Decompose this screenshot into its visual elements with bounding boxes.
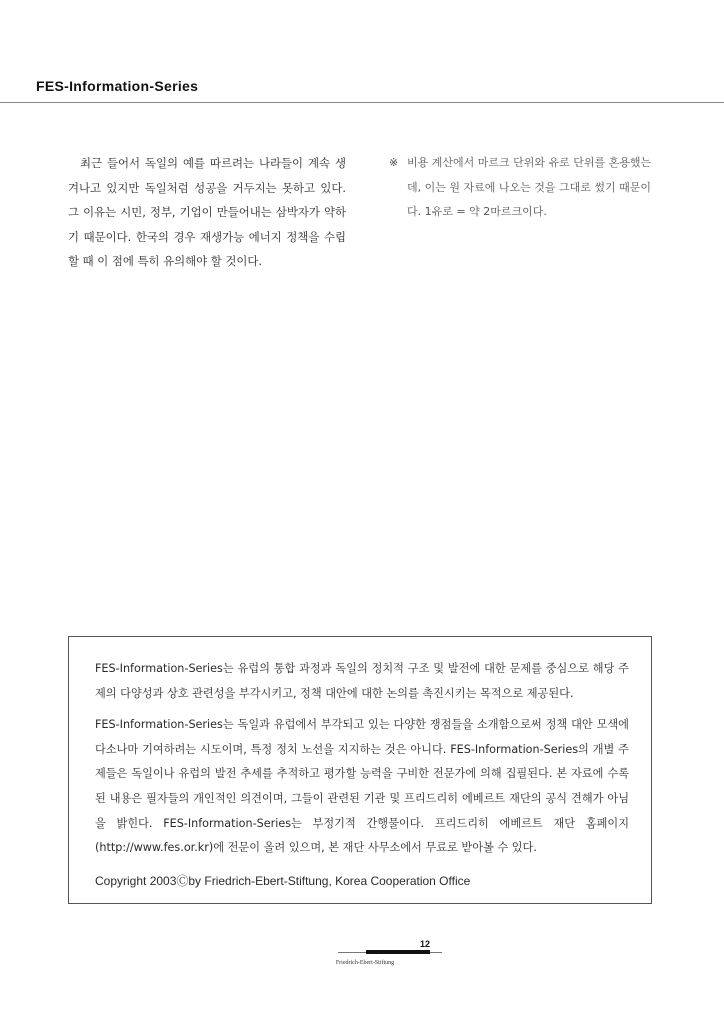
body-paragraph: 최근 들어서 독일의 예를 따르려는 나라들이 계속 생겨나고 있지만 독일처럼 성공을 거두지는 못하고 있다. 그 이유는 시민, 정부, 기업이 만들어내는 삼박자가 약하기 때문이다. 한국의 경우 재생가능 에너지 정책을 수립할 때 이 점에 특히 유의해야 할 것이다.	[68, 156, 346, 268]
footer-organization: Friedrich-Ebert-Stiftung	[335, 960, 395, 966]
series-info-box	[68, 636, 652, 904]
footnote	[389, 151, 654, 225]
note-mark: ※	[389, 156, 399, 169]
note-text: 비용 계산에서 마르크 단위와 유로 단위를 혼용했는데, 이는 원 자료에 나오는 것을 그대로 썼기 때문이다. 1유로 = 약 2마르크이다.	[407, 156, 652, 218]
series-title: FES-Information-Series	[36, 78, 199, 94]
info-paragraph-2: FES-Information-Series는 독일과 유럽에서 부각되고 있는 다양한 쟁점들을 소개함으로써 정책 대안 모색에 다소나마 기여하려는 시도이며, 특정 정치 노선을 지지하는 것은 아니다. FES-Information-Series의 개별 주제들은 독일이나 유럽의 발전 추세를 추적하고 평가할 능력을 구비한 전문가에 의해 집필된다. 본 자료에 수록된 내용은 필자들의 개인적인 의견이며, 그들이 관련된 기관 및 프리드리히 에베르트 재단의 공식 견해가 아님을 밝힌다. FES-Information-Series는 부정기적 간행물이다. 프리드리히 에베르트 재단 홈페이지(http://www.fes.or.kr)에 전문이 올려 있으며, 본 재단 사무소에서 무료로 받아볼 수 있다.	[95, 718, 629, 855]
page-number: 12	[419, 939, 430, 949]
footer-bar	[366, 950, 430, 954]
header-divider	[0, 102, 724, 103]
info-paragraph-1: FES-Information-Series는 유럽의 통합 과정과 독일의 정치적 구조 및 발전에 대한 문제를 중심으로 해당 주제의 다양성과 상호 관련성을 부각시키고, 정책 대안에 대한 논의를 촉진시키는 목적으로 제공된다.	[95, 662, 629, 700]
copyright-notice: Copyright 2003Ⓒby Friedrich-Ebert-Stiftung, Korea Cooperation Office	[95, 873, 471, 888]
